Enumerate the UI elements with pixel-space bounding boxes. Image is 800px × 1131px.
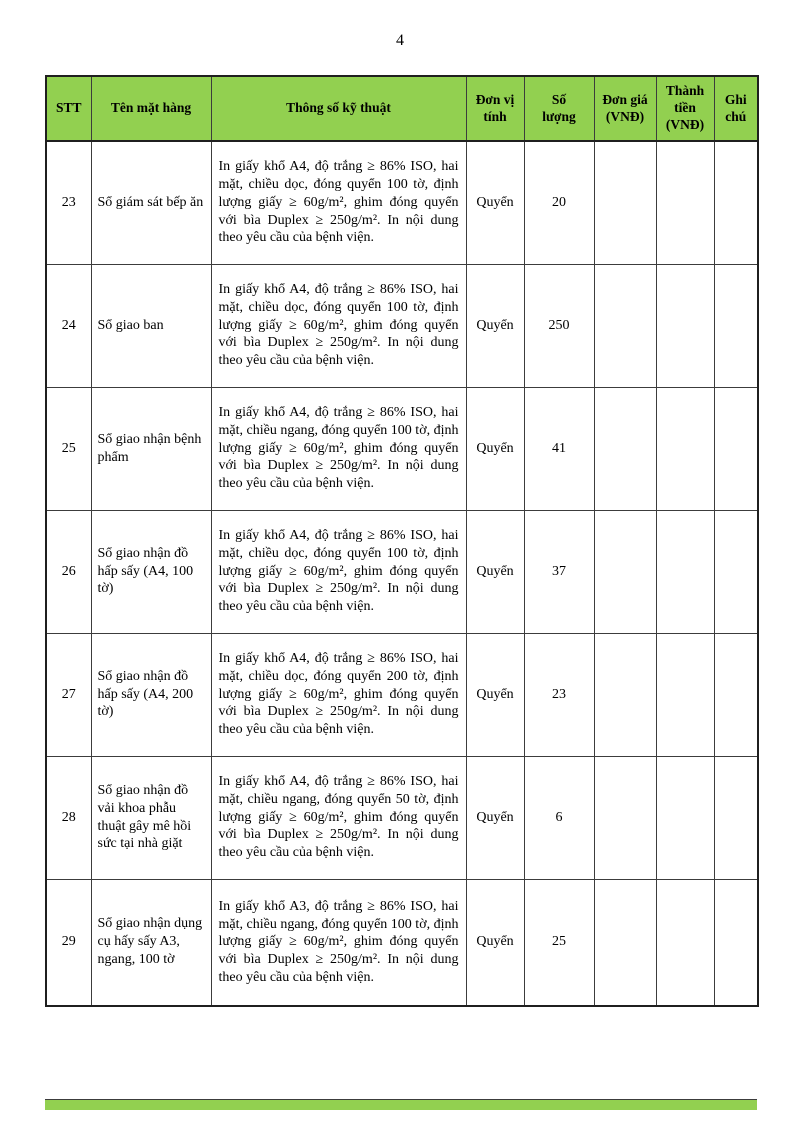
note-cell — [714, 264, 758, 387]
column-header-unit: Đơn vị tính — [466, 76, 524, 141]
unit-price-cell — [594, 633, 656, 756]
unit-cell: Quyển — [466, 879, 524, 1006]
stt-cell: 29 — [46, 879, 91, 1006]
item-name-cell: Sổ giao nhận đồ hấp sấy (A4, 200 tờ) — [91, 633, 211, 756]
total-cell — [656, 756, 714, 879]
stt-cell: 27 — [46, 633, 91, 756]
spec-cell: In giấy khổ A4, độ trắng ≥ 86% ISO, hai mặt, chiều dọc, đóng quyển 200 tờ, định lượng giấy ≥ 60g/m², ghim đóng quyển với bìa Duplex ≥ 250g/m². In nội dung theo yêu cầu của bệnh viện. — [211, 633, 466, 756]
quantity-cell: 6 — [524, 756, 594, 879]
column-header-stt: STT — [46, 76, 91, 141]
total-cell — [656, 141, 714, 264]
unit-price-cell — [594, 756, 656, 879]
item-name-cell: Sổ giao nhận bệnh phẩm — [91, 387, 211, 510]
column-header-specs: Thông số kỹ thuật — [211, 76, 466, 141]
unit-cell: Quyển — [466, 510, 524, 633]
spec-cell: In giấy khổ A4, độ trắng ≥ 86% ISO, hai mặt, chiều dọc, đóng quyển 100 tờ, định lượng giấy ≥ 60g/m², ghim đóng quyển với bìa Duplex ≥ 250g/m². In nội dung theo yêu cầu của bệnh viện. — [211, 264, 466, 387]
page-number: 4 — [396, 32, 404, 49]
unit-price-cell — [594, 264, 656, 387]
unit-cell: Quyển — [466, 633, 524, 756]
column-header-note: Ghi chú — [714, 76, 758, 141]
quantity-cell: 37 — [524, 510, 594, 633]
table-row — [46, 510, 758, 633]
stt-cell: 25 — [46, 387, 91, 510]
column-header-unit-price: Đơn giá (VNĐ) — [594, 76, 656, 141]
item-name-cell: Sổ giao nhận đồ vải khoa phẫu thuật gây mê hồi sức tại nhà giặt — [91, 756, 211, 879]
unit-cell: Quyển — [466, 756, 524, 879]
spec-cell: In giấy khổ A4, độ trắng ≥ 86% ISO, hai mặt, chiều dọc, đóng quyển 100 tờ, định lượng giấy ≥ 60g/m², ghim đóng quyển với bìa Duplex ≥ 250g/m². In nội dung theo yêu cầu của bệnh viện. — [211, 510, 466, 633]
spec-cell: In giấy khổ A4, độ trắng ≥ 86% ISO, hai mặt, chiều dọc, đóng quyển 100 tờ, định lượng giấy ≥ 60g/m², ghim đóng quyển với bìa Duplex ≥ 250g/m². In nội dung theo yêu cầu của bệnh viện. — [211, 141, 466, 264]
stt-cell: 26 — [46, 510, 91, 633]
total-cell — [656, 510, 714, 633]
stt-cell: 28 — [46, 756, 91, 879]
unit-price-cell — [594, 510, 656, 633]
stt-cell: 24 — [46, 264, 91, 387]
table-row — [46, 264, 758, 387]
note-cell — [714, 756, 758, 879]
unit-cell: Quyển — [466, 264, 524, 387]
total-cell — [656, 633, 714, 756]
spec-cell: In giấy khổ A3, độ trắng ≥ 86% ISO, hai mặt, chiều ngang, đóng quyển 100 tờ, định lượng giấy ≥ 60g/m², ghim đóng quyển với bìa Duplex ≥ 250g/m². In nội dung theo yêu cầu của bệnh viện. — [211, 879, 466, 1006]
stt-cell: 23 — [46, 141, 91, 264]
unit-cell: Quyển — [466, 387, 524, 510]
note-cell — [714, 633, 758, 756]
items-table — [45, 75, 759, 1007]
item-name-cell: Sổ giám sát bếp ăn — [91, 141, 211, 264]
quantity-cell: 20 — [524, 141, 594, 264]
spec-cell: In giấy khổ A4, độ trắng ≥ 86% ISO, hai mặt, chiều ngang, đóng quyển 50 tờ, định lượng giấy ≥ 60g/m², ghim đóng quyển với bìa Duplex ≥ 250g/m². In nội dung theo yêu cầu của bệnh viện. — [211, 756, 466, 879]
unit-cell: Quyển — [466, 141, 524, 264]
note-cell — [714, 879, 758, 1006]
table-row — [46, 879, 758, 1006]
total-cell — [656, 264, 714, 387]
unit-price-cell — [594, 879, 656, 1006]
item-name-cell: Sổ giao nhận đồ hấp sấy (A4, 100 tờ) — [91, 510, 211, 633]
note-cell — [714, 387, 758, 510]
table-header-row — [46, 76, 758, 141]
item-name-cell: Sổ giao ban — [91, 264, 211, 387]
item-name-cell: Sổ giao nhận dụng cụ hấy sấy A3, ngang, 100 tờ — [91, 879, 211, 1006]
table-row — [46, 756, 758, 879]
table-row — [46, 633, 758, 756]
column-header-quantity: Số lượng — [524, 76, 594, 141]
note-cell — [714, 141, 758, 264]
note-cell — [714, 510, 758, 633]
column-header-item-name: Tên mặt hàng — [91, 76, 211, 141]
quantity-cell: 250 — [524, 264, 594, 387]
table-row — [46, 141, 758, 264]
table-row — [46, 387, 758, 510]
total-cell — [656, 387, 714, 510]
quantity-cell: 23 — [524, 633, 594, 756]
unit-price-cell — [594, 387, 656, 510]
quantity-cell: 41 — [524, 387, 594, 510]
quantity-cell: 25 — [524, 879, 594, 1006]
total-cell — [656, 879, 714, 1006]
unit-price-cell — [594, 141, 656, 264]
spec-cell: In giấy khổ A4, độ trắng ≥ 86% ISO, hai mặt, chiều ngang, đóng quyển 100 tờ, định lượng giấy ≥ 60g/m², ghim đóng quyển với bìa Duplex ≥ 250g/m². In nội dung theo yêu cầu của bệnh viện. — [211, 387, 466, 510]
next-page-table-edge — [45, 1099, 757, 1110]
column-header-total: Thành tiền (VNĐ) — [656, 76, 714, 141]
